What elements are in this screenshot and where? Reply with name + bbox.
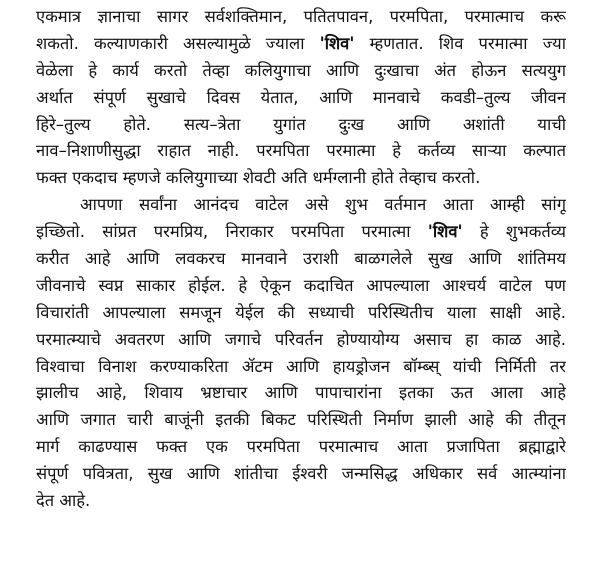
text-line: इच्छितो. सांप्रत परमप्रिय, निराकार परमपिता परमात्मा 'शिव' हे शुभकर्तव्य bbox=[36, 222, 566, 242]
text-line: जीवनाचे स्वप्न साकार होईल. हे ऐकून कदाचित आपल्याला आश्चर्य वाटेल पण bbox=[36, 275, 566, 295]
text-line: झालीच आहे, शिवाय भ्रष्टाचार आणि पापाचारांना इतका ऊत आला आहे bbox=[36, 383, 566, 403]
text-line: शकतो. कल्याणकारी असल्यामुळे ज्याला 'शिव' म्हणतात. शिव परमात्मा ज्या bbox=[36, 33, 566, 53]
text-line: परमात्म्याचे अवतरण आणि जगाचे परिवर्तन होण्यायोग्य असाच हा काळ आहे. bbox=[36, 329, 566, 349]
text-line: वेळेला हे कार्य करतो तेव्हा कलियुगाचा आणि दुःखाचा अंत होऊन सत्ययुग bbox=[36, 60, 566, 80]
bold-term-shiv: 'शिव' bbox=[427, 222, 463, 242]
text-line: विचारांती आपल्याला समजून येईल की सध्याची परिस्थितीच याला साक्षी आहे. bbox=[36, 302, 566, 322]
paragraph-start-line: आपणा सर्वांना आनंदच वाटेल असे शुभ वर्तमान आता आम्ही सांगू bbox=[80, 195, 566, 215]
text-line: फक्त एकदाच म्हणजे कलियुगाच्या शेवटी अति धर्मग्लानी होते तेव्हाच करतो. bbox=[36, 168, 481, 188]
document-body bbox=[36, 4, 566, 515]
text-line: विश्वाचा विनाश करण्याकरिता ॲटम आणि हायड्रोजन बॉम्ब्स् यांची निर्मिती तर bbox=[36, 356, 566, 376]
text-line: अर्थात संपूर्ण सुखाचे दिवस येतात, आणि मानवाचे कवडी–तुल्य जीवन bbox=[36, 87, 566, 107]
text-line: आणि जगात चारी बाजूंनी इतकी बिकट परिस्थिती निर्माण झाली आहे की तीतून bbox=[36, 410, 566, 430]
text-line: एकमात्र ज्ञानाचा सागर सर्वशक्तिमान, पतितपावन, परमपिता, परमात्माच करू bbox=[36, 7, 566, 26]
text-line: देत आहे. bbox=[36, 491, 91, 511]
text-line: करीत आहे आणि लवकरच मानवाने उराशी बाळगलेले सुख आणि शांतिमय bbox=[36, 249, 566, 269]
text-line: हिरे–तुल्य होते. सत्य–त्रेता युगांत दुःख आणि अशांती याची bbox=[36, 114, 566, 134]
text-line: संपूर्ण पवित्रता, सुख आणि शांतीचा ईश्वरी जन्मसिद्ध अधिकार सर्व आत्म्यांना bbox=[36, 464, 566, 484]
text-line: नाव–निशाणीसुद्धा राहात नाही. परमपिता परमात्मा हे कर्तव्य साऱ्या कल्पात bbox=[36, 141, 566, 161]
text-line: मार्ग काढण्यास फक्त एक परमपिता परमात्माच आता प्रजापिता ब्रह्माद्वारे bbox=[36, 437, 566, 457]
bold-term-shiv: 'शिव' bbox=[319, 33, 355, 53]
